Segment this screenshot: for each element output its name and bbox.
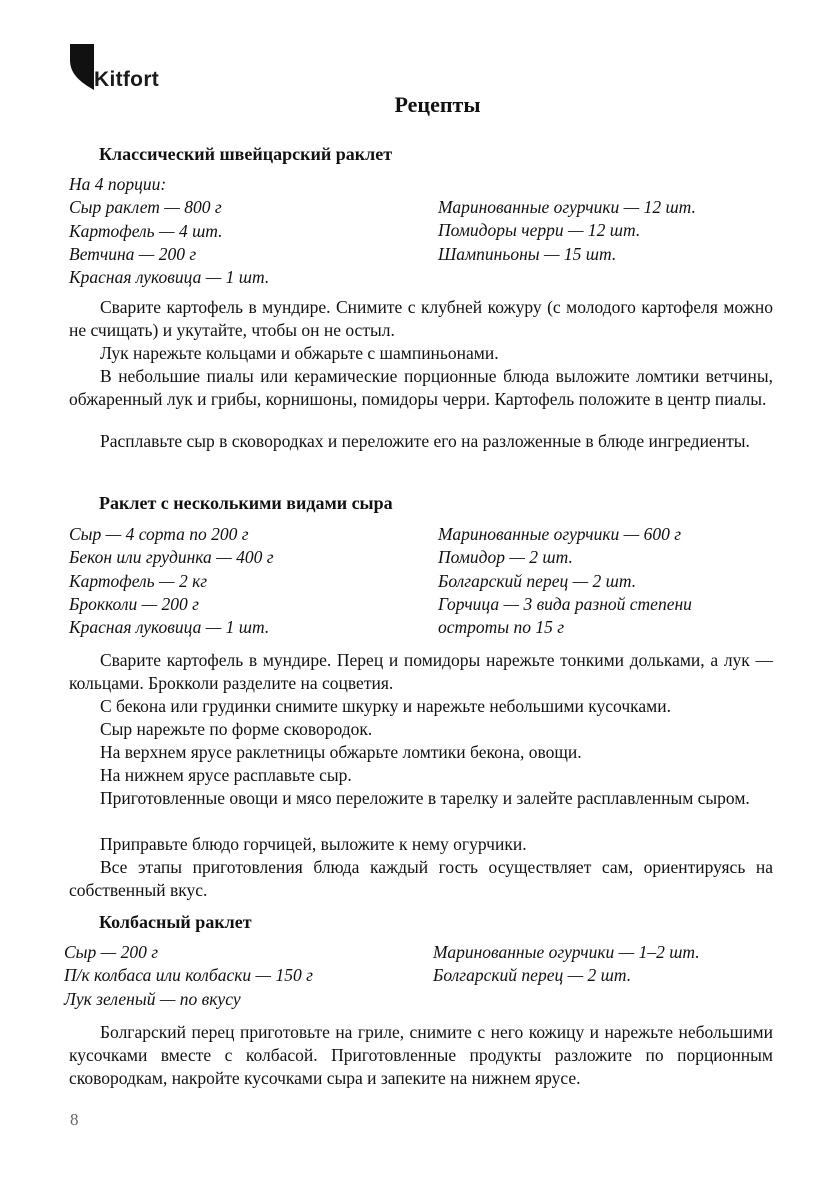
ingredient-item: Шампиньоны — 15 шт. [438,243,617,264]
recipe-title: Колбасный раклет [99,912,252,932]
ingredient-item: Помидор — 2 шт. [438,547,573,568]
ingredient-item: Ветчина — 200 г [69,243,197,264]
ingredient-item: Болгарский перец — 2 шт. [433,965,632,986]
recipe-step: С бекона или грудинки снимите шкурку и нарежьте небольшими кусочками. [100,696,671,716]
recipe-step: На верхнем ярусе раклетницы обжарьте ломтики бекона, овощи. [100,742,582,762]
ingredient-item: Болгарский перец — 2 шт. [438,570,637,591]
ingredient-item: Сыр — 200 г [64,942,159,962]
ingredient-item: Горчица — 3 вида разной степени [438,593,692,614]
kitfort-logo-mark-icon [70,44,94,90]
ingredient-item: Маринованные огурчики — 1–2 шт. [433,942,700,962]
recipe-step: Приправьте блюдо горчицей, выложите к нему огурчики. [100,834,527,854]
recipe-step: Сварите картофель в мундире. Снимите с клубней кожуру (с молодого картофеля можно не счищать) и укутайте, чтобы он не остыл. [69,297,773,341]
recipe-step: Лук нарежьте кольцами и обжарьте с шампиньонами. [100,343,499,363]
page-number: 8 [70,1110,79,1129]
ingredient-item: Картофель — 4 шт. [69,220,223,241]
recipe-title: Классический швейцарский раклет [99,144,393,164]
ingredients-left-list [64,941,313,1011]
recipe-step: На нижнем ярусе расплавьте сыр. [100,765,352,785]
ingredients-right-list [438,523,692,639]
recipe-step: Все этапы приготовления блюда каждый гость осуществляет сам, ориентируясь на собственный вкус. [69,857,773,901]
ingredients-right-list [433,941,700,988]
recipe-step: Болгарский перец приготовьте на гриле, снимите с него кожицу и нарежьте небольшими кусочками вместе с колбасой. Приготовленные продукты разложите по порционным сковородкам, накройте кусочками сыра и запеките на нижнем ярусе. [69,1022,773,1089]
recipe-step: Расплавьте сыр в сковородках и переложите его на разложенные в блюде ингредиенты. [100,431,750,451]
ingredients-left-list [69,523,274,639]
ingredient-item: остроты по 15 г [438,617,565,638]
ingredient-item: Лук зеленый — по вкусу [64,988,241,1009]
ingredient-item: Маринованные огурчики — 600 г [438,524,682,544]
kitfort-logo [70,44,180,94]
ingredient-item: Брокколи — 200 г [69,593,199,614]
ingredient-item: Картофель — 2 кг [69,570,208,591]
ingredient-item: Помидоры черри — 12 шт. [438,220,641,241]
recipe-step: В небольшие пиалы или керамические порционные блюда выложите ломтики ветчины, обжаренный лук и грибы, корнишоны, помидоры черри. Картофель положите в центр пиалы. [69,366,773,410]
ingredients-right-list [438,196,696,266]
brand-name: Kitfort [94,68,160,91]
ingredient-item: Маринованные огурчики — 12 шт. [438,197,696,217]
recipe-step: Приготовленные овощи и мясо переложите в тарелку и залейте расплавленным сыром. [100,788,750,808]
recipe-step: Сварите картофель в мундире. Перец и помидоры нарежьте тонкими дольками, а лук — кольцами. Брокколи разделите на соцветия. [69,650,773,694]
ingredient-item: Сыр — 4 сорта по 200 г [69,524,249,544]
recipe-title: Раклет с несколькими видами сыра [99,493,393,513]
page-title: Рецепты [394,92,481,117]
ingredient-item: Бекон или грудинка — 400 г [69,547,274,568]
ingredient-item: Красная луковица — 1 шт. [69,617,270,638]
ingredient-item: На 4 порции: [69,174,167,194]
ingredient-item: П/к колбаса или колбаски — 150 г [64,965,313,986]
ingredient-item: Сыр раклет — 800 г [69,197,222,218]
ingredients-left-list [69,173,269,289]
ingredient-item: Красная луковица — 1 шт. [69,267,270,288]
recipe-step: Сыр нарежьте по форме сковородок. [100,719,373,739]
